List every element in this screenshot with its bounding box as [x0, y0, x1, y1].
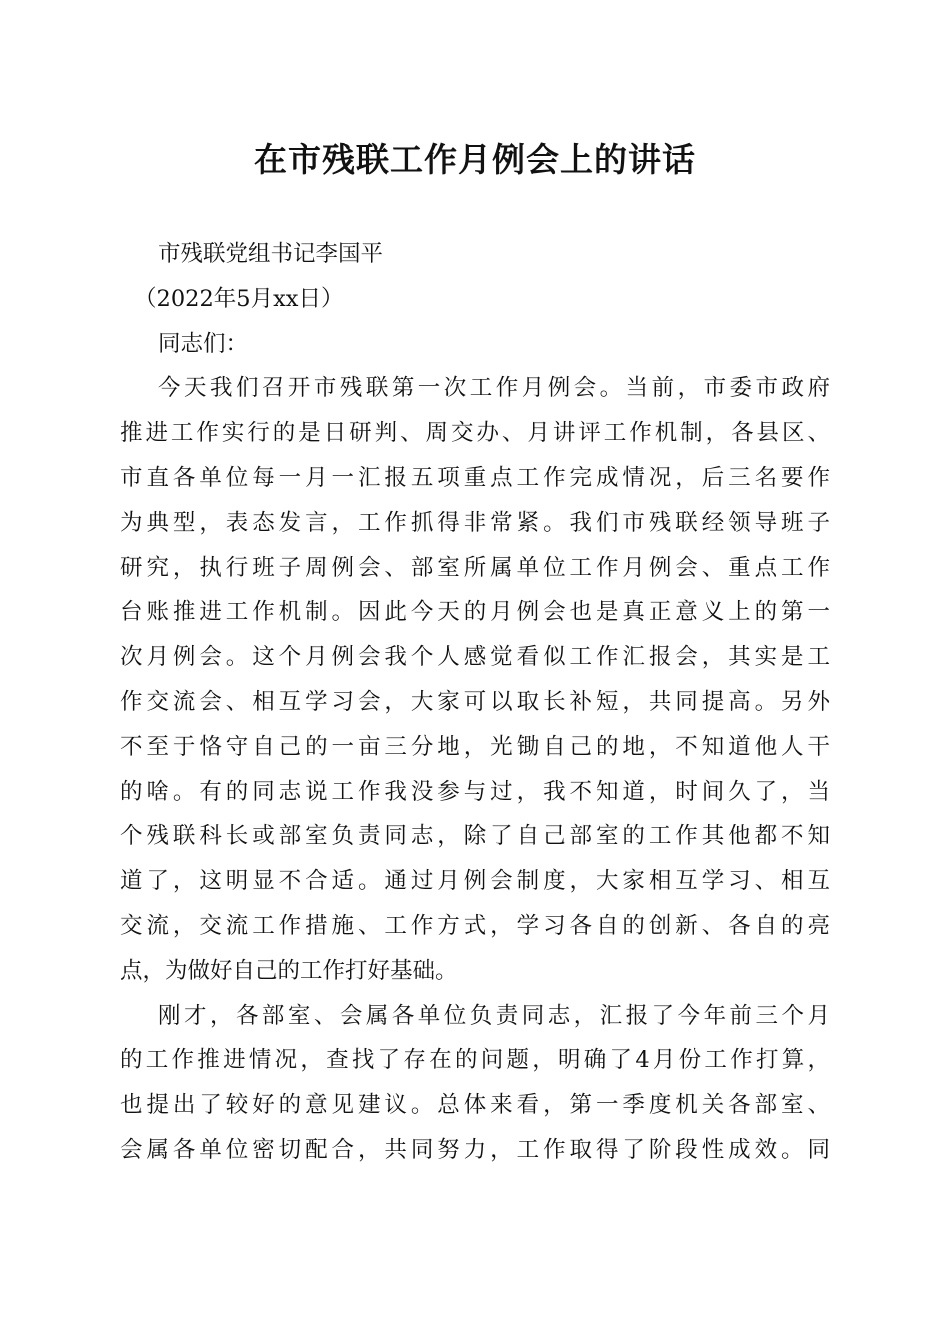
paragraph-2	[120, 994, 830, 1173]
paragraph-line: 道了，这明显不合适。通过月例会制度，大家相互学习、相互	[120, 868, 830, 895]
paragraph-line: 点，为做好自己的工作打好基础。	[120, 957, 458, 984]
paragraph-line: 会属各单位密切配合，共同努力，工作取得了阶段性成效。同	[120, 1136, 830, 1163]
paragraph-line: 也提出了较好的意见建议。总体来看，第一季度机关各部室、	[120, 1092, 830, 1119]
date-line: （2022年5月xx日）	[134, 285, 344, 312]
document-title: 在市残联工作月例会上的讲话	[254, 140, 696, 179]
paragraph-line: 刚才，各部室、会属各单位负责同志，汇报了今年前三个月	[158, 1002, 830, 1029]
paragraph-line: 的工作推进情况，查找了存在的问题，明确了4月份工作打算，	[120, 1047, 830, 1074]
paragraph-line: 不至于恪守自己的一亩三分地，光锄自己的地，不知道他人干	[120, 733, 830, 760]
paragraph-line: 的啥。有的同志说工作我没参与过，我不知道，时间久了，当	[120, 778, 830, 805]
paragraph-line: 作交流会、相互学习会，大家可以取长补短，共同提高。另外	[120, 688, 830, 715]
author-line: 市残联党组书记李国平	[158, 241, 384, 267]
document-body	[120, 232, 830, 1173]
paragraph-line: 个残联科长或部室负责同志，除了自己部室的工作其他都不知	[120, 823, 830, 850]
paragraph-line: 交流，交流工作措施、工作方式，学习各自的创新、各自的亮	[120, 912, 830, 939]
paragraph-line: 研究，执行班子周例会、部室所属单位工作月例会、重点工作	[120, 554, 830, 581]
paragraph-line: 市直各单位每一月一汇报五项重点工作完成情况，后三名要作	[120, 464, 830, 491]
paragraph-1	[120, 366, 830, 993]
paragraph-line: 推进工作实行的是日研判、周交办、月讲评工作机制，各县区、	[120, 420, 830, 447]
paragraph-line: 次月例会。这个月例会我个人感觉看似工作汇报会，其实是工	[120, 644, 830, 671]
paragraph-line: 为典型，表态发言，工作抓得非常紧。我们市残联经领导班子	[120, 509, 830, 536]
salutation-line: 同志们：	[158, 330, 249, 357]
paragraph-line: 台账推进工作机制。因此今天的月例会也是真正意义上的第一	[120, 599, 830, 626]
paragraph-line: 今天我们召开市残联第一次工作月例会。当前，市委市政府	[158, 375, 830, 402]
